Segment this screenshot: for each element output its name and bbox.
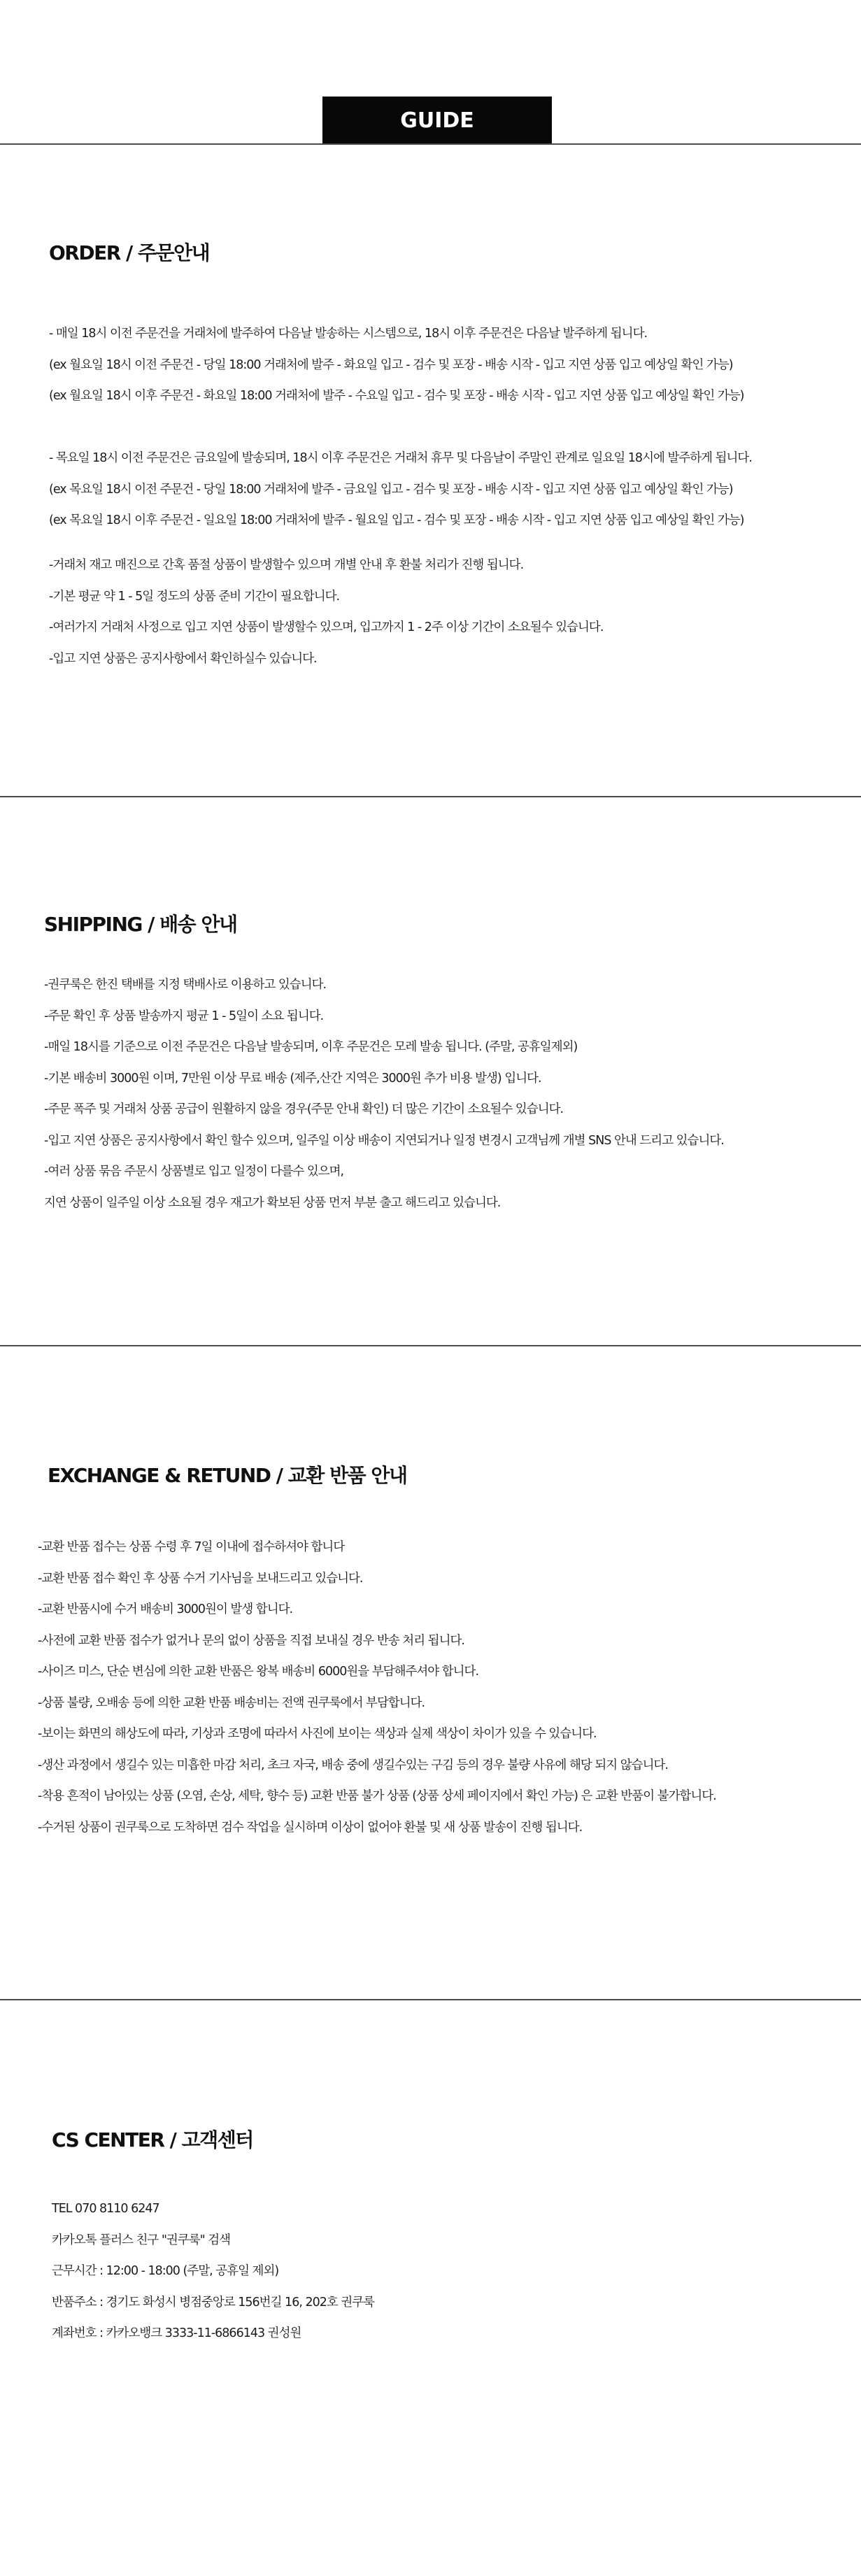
exchange-line: -교환 반품시에 수거 배송비 3000원이 발생 합니다. bbox=[38, 1602, 293, 1616]
exchange-line: -착용 흔적이 남아있는 상품 (오염, 손상, 세탁, 향수 등) 교환 반품 불가 상품 (상품 상세 페이지에서 확인 가능) 은 교환 반품이 불가합니다. bbox=[38, 1789, 716, 1803]
shipping-line: -매일 18시를 기준으로 이전 주문건은 다음날 발송되며, 이후 주문건은 모레 발송 됩니다. (주말, 공휴일제외) bbox=[44, 1040, 578, 1054]
order-line: -입고 지연 상품은 공지사항에서 확인하실수 있습니다. bbox=[49, 651, 317, 666]
cs-bank-account: 계좌번호 : 카카오뱅크 3333-11-6866143 권성원 bbox=[52, 2326, 301, 2340]
exchange-line: -사이즈 미스, 단순 변심에 의한 교환 반품은 왕복 배송비 6000원을 부담해주셔야 합니다. bbox=[38, 1665, 479, 1679]
exchange-title: EXCHANGE & RETUND / 교환 반품 안내 bbox=[48, 1464, 407, 1487]
shipping-line: -입고 지연 상품은 공지사항에서 확인 할수 있으며, 일주일 이상 배송이 지연되거나 일정 변경시 고객님께 개별 SNS 안내 드리고 있습니다. bbox=[44, 1133, 724, 1148]
shipping-title: SHIPPING / 배송 안내 bbox=[44, 913, 237, 936]
shipping-line: -권쿠룩은 한진 택배를 지정 택배사로 이용하고 있습니다. bbox=[44, 978, 327, 992]
top-divider bbox=[0, 143, 861, 145]
cs-return-address: 반품주소 : 경기도 화성시 병점중앙로 156번길 16, 202호 권쿠룩 bbox=[52, 2295, 375, 2310]
cs-lines bbox=[52, 2193, 374, 2349]
order-line: -여러가지 거래처 사정으로 입고 지연 상품이 발생할수 있으며, 입고까지 1 - 2주 이상 기간이 소요될수 있습니다. bbox=[49, 620, 604, 634]
order-title: ORDER / 주문안내 bbox=[49, 241, 210, 264]
shipping-line: -여러 상품 묶음 주문시 상품별로 입고 일정이 다를수 있으며, bbox=[44, 1165, 344, 1179]
order-line: -거래처 재고 매진으로 간혹 품절 상품이 발생할수 있으며 개별 안내 후 환불 처리가 진행 됩니다. bbox=[49, 558, 524, 572]
order-group-1 bbox=[49, 318, 743, 412]
section-divider bbox=[0, 796, 861, 797]
cs-kakao: 카카오톡 플러스 친구 "권쿠룩" 검색 bbox=[52, 2233, 231, 2247]
order-line: (ex 월요일 18시 이후 주문건 - 화요일 18:00 거래처에 발주 - 수요일 입고 - 검수 및 포장 - 배송 시작 - 입고 지연 상품 입고 예상일 확인 가능) bbox=[49, 389, 744, 403]
exchange-lines bbox=[38, 1532, 716, 1843]
exchange-line: -수거된 상품이 권쿠룩으로 도착하면 검수 작업을 실시하며 이상이 없어야 환불 및 새 상품 발송이 진행 됩니다. bbox=[38, 1820, 583, 1835]
section-divider bbox=[0, 1345, 861, 1346]
order-group-3 bbox=[49, 550, 603, 674]
order-line: - 매일 18시 이전 주문건을 거래처에 발주하여 다음날 발송하는 시스템으로, 18시 이후 주문건은 다음날 발주하게 됩니다. bbox=[49, 327, 648, 341]
cs-hours: 근무시간 : 12:00 - 18:00 (주말, 공휴일 제외) bbox=[52, 2264, 279, 2278]
guide-label: GUIDE bbox=[400, 108, 474, 133]
exchange-line: -교환 반품 접수는 상품 수령 후 7일 이내에 접수하셔야 합니다 bbox=[38, 1540, 345, 1554]
exchange-line: -교환 반품 접수 확인 후 상품 수거 기사님을 보내드리고 있습니다. bbox=[38, 1571, 363, 1586]
exchange-line: -사전에 교환 반품 접수가 없거나 문의 없이 상품을 직접 보내실 경우 반송 처리 됩니다. bbox=[38, 1633, 464, 1648]
exchange-line: -상품 불량, 오배송 등에 의한 교환 반품 배송비는 전액 권쿠룩에서 부담합니다. bbox=[38, 1695, 425, 1710]
order-line: -기본 평균 약 1 - 5일 정도의 상품 준비 기간이 필요합니다. bbox=[49, 589, 340, 604]
shipping-line: -주문 확인 후 상품 발송까지 평균 1 - 5일이 소요 됩니다. bbox=[44, 1009, 324, 1023]
order-line: (ex 목요일 18시 이전 주문건 - 당일 18:00 거래처에 발주 - 금요일 입고 - 검수 및 포장 - 배송 시작 - 입고 지연 상품 입고 예상일 확인 가능) bbox=[49, 482, 733, 497]
order-line: (ex 월요일 18시 이전 주문건 - 당일 18:00 거래처에 발주 - 화요일 입고 - 검수 및 포장 - 배송 시작 - 입고 지연 상품 입고 예상일 확인 가능) bbox=[49, 357, 733, 372]
shipping-line: -기본 배송비 3000원 이며, 7만원 이상 무료 배송 (제주,산간 지역은 3000원 추가 비용 발생) 입니다. bbox=[44, 1071, 541, 1086]
exchange-line: -생산 과정에서 생길수 있는 미흡한 마감 처리, 초크 자국, 배송 중에 생길수있는 구김 등의 경우 불량 사유에 해당 되지 않습니다. bbox=[38, 1758, 668, 1772]
shipping-line: 지연 상품이 일주일 이상 소요될 경우 재고가 확보된 상품 먼저 부분 출고 해드리고 있습니다. bbox=[44, 1195, 501, 1210]
guide-header-box bbox=[322, 97, 552, 144]
section-divider bbox=[0, 1999, 861, 2000]
order-group-2 bbox=[49, 443, 752, 536]
order-line: - 목요일 18시 이전 주문건은 금요일에 발송되며, 18시 이후 주문건은 거래처 휴무 및 다음날이 주말인 관계로 일요일 18시에 발주하게 됩니다. bbox=[49, 451, 752, 465]
cs-title: CS CENTER / 고객센터 bbox=[52, 2128, 253, 2151]
shipping-line: -주문 폭주 및 거래처 상품 공급이 원활하지 않을 경우(주문 안내 확인) 더 많은 기간이 소요될수 있습니다. bbox=[44, 1102, 564, 1116]
exchange-line: -보이는 화면의 해상도에 따라, 기상과 조명에 따라서 사진에 보이는 색상과 실제 색상이 차이가 있을 수 있습니다. bbox=[38, 1727, 597, 1741]
shipping-lines bbox=[44, 969, 724, 1218]
order-line: (ex 목요일 18시 이후 주문건 - 일요일 18:00 거래처에 발주 - 월요일 입고 - 검수 및 포장 - 배송 시작 - 입고 지연 상품 입고 예상일 확인 가능) bbox=[49, 513, 744, 527]
cs-phone: TEL 070 8110 6247 bbox=[52, 2202, 159, 2216]
